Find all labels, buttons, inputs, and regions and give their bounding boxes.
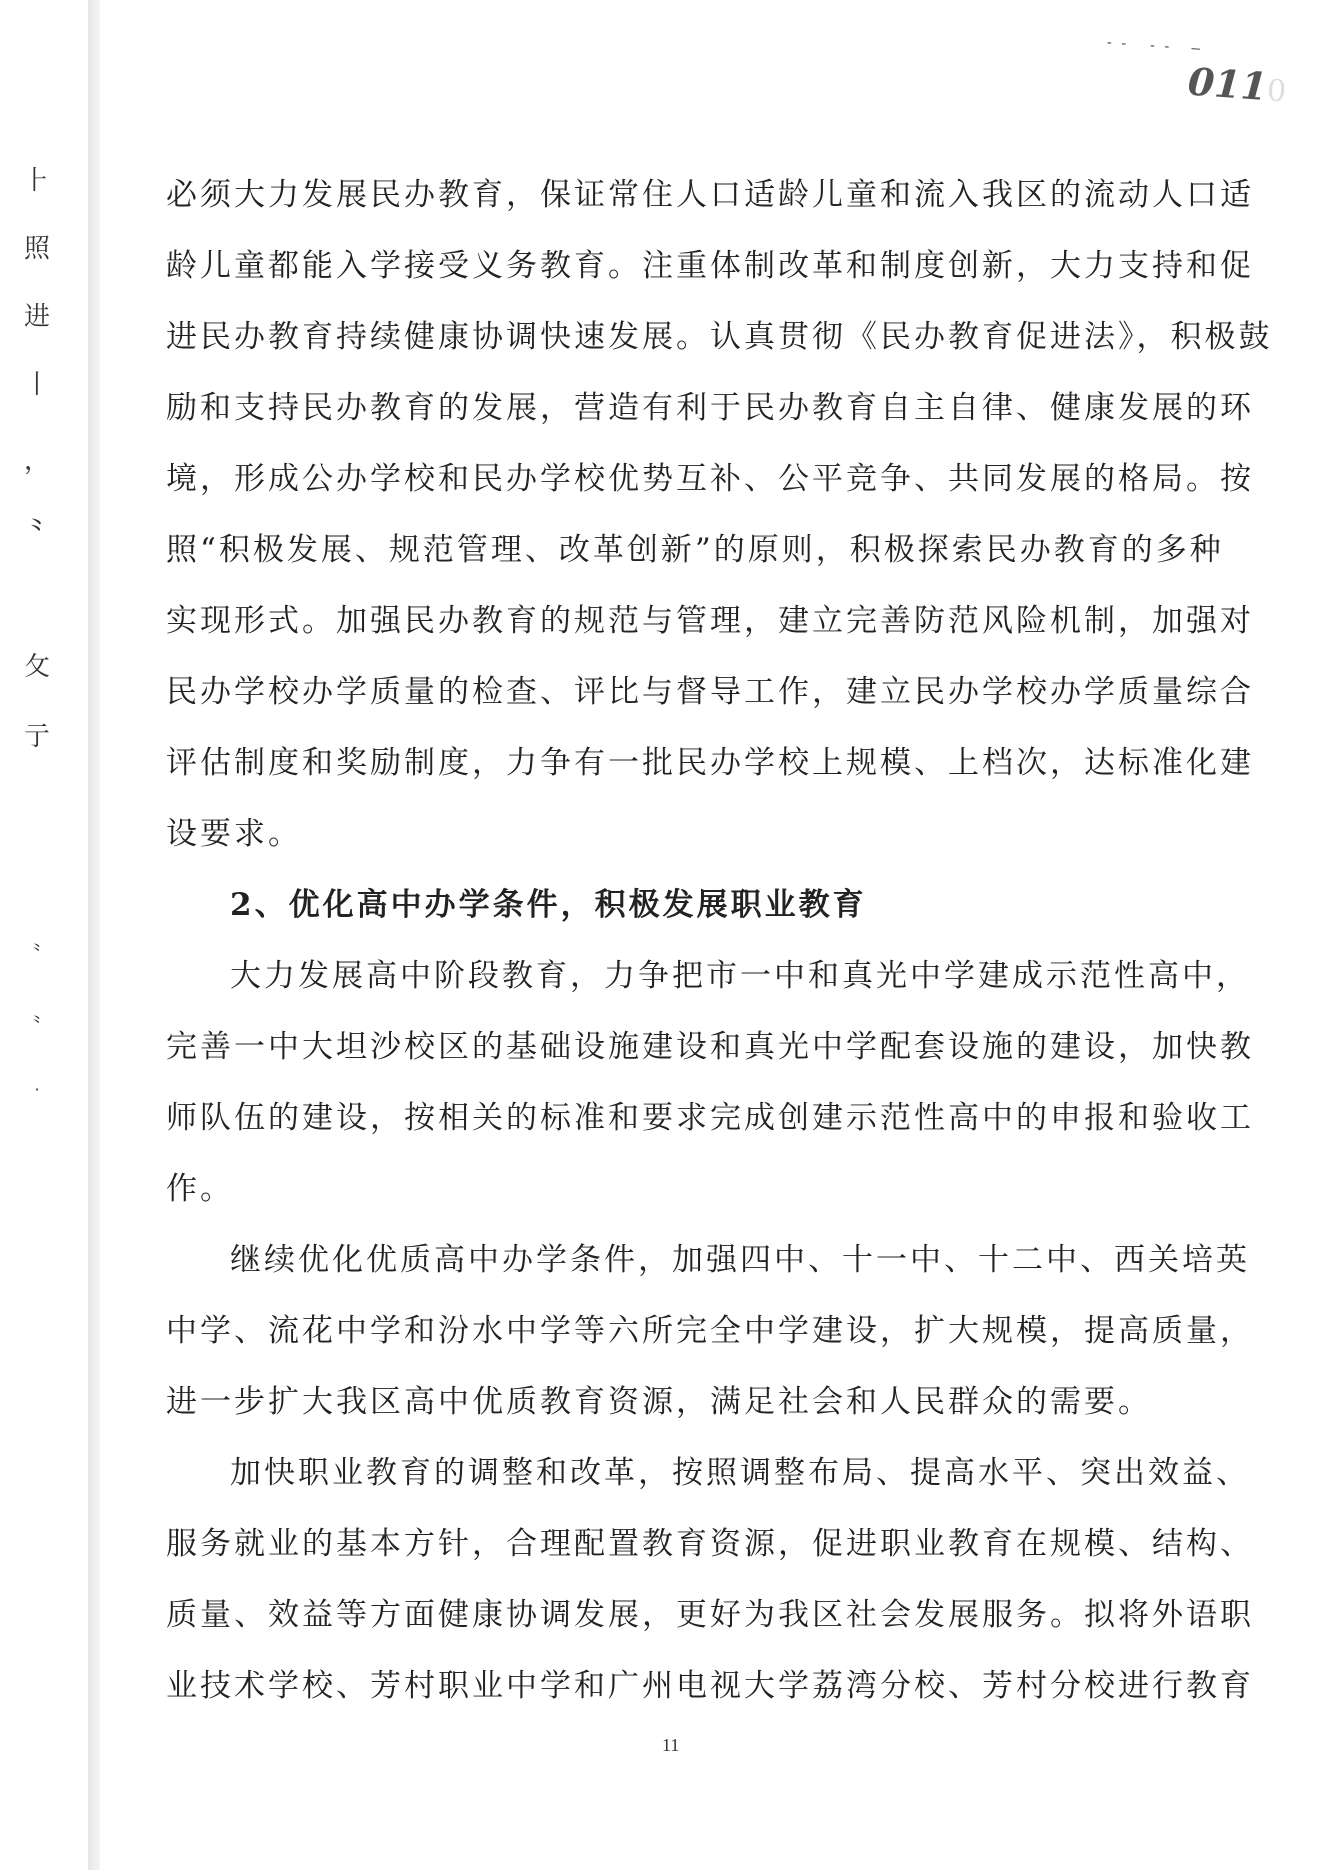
text-line: 必须大力发展民办教育，保证常住人口适龄儿童和流入我区的流动人口适 [166,177,1254,213]
bleed-glyph: 丨 [23,370,50,400]
text-line: 民办学校办学质量的检查、评比与督导工作，建立民办学校办学质量综合 [166,674,1254,710]
stamp-ghost-digit: 0 [1265,73,1288,110]
stamp-number: 011 [1186,58,1269,110]
paragraph [166,1438,1254,1722]
text-line: 作。 [166,1171,234,1207]
text-line: 照“积极发展、规范管理、改革创新”的原则，积极探索民办教育的多种 [166,532,1224,568]
bleed-glyph: 亍 [23,722,50,752]
heading-text: 2、优化高中办学条件，积极发展职业教育 [230,887,867,923]
text-line: 实现形式。加强民办教育的规范与管理，建立完善防范风险机制，加强对 [166,603,1254,639]
stamp-marks: -- -- — [1104,34,1207,58]
document-body [166,160,1273,1722]
text-line: 设要求。 [166,816,302,852]
text-line: 加快职业教育的调整和改革，按照调整布局、提高水平、突出效益、 [230,1455,1250,1491]
bleed-glyph: 攵 [23,652,50,682]
paragraph [166,160,1273,870]
left-margin-bleed [0,0,90,1870]
paragraph [166,1225,1254,1438]
text-line: 中学、流花中学和汾水中学等六所完全中学建设，扩大规模，提高质量， [166,1313,1254,1349]
bleed-glyph: · [34,1080,40,1099]
page-number: 11 [662,1735,680,1755]
text-line: 评估制度和奖励制度，力争有一批民办学校上规模、上档次，达标准化建 [166,745,1254,781]
text-line: 服务就业的基本方针，合理配置教育资源，促进职业教育在规模、结构、 [166,1526,1254,1562]
paragraph [166,941,1254,1225]
text-line: 完善一中大坦沙校区的基础设施建设和真光中学配套设施的建设，加快教 [166,1029,1254,1065]
bleed-glyph: 进 [23,302,50,332]
section-heading [166,870,1166,941]
page-stamp-number [1187,59,1288,111]
bleed-glyph: ， [23,446,50,476]
text-line: 境，形成公办学校和民办学校优势互补、公平竞争、共同发展的格局。按 [166,461,1254,497]
text-line: 质量、效益等方面健康协调发展，更好为我区社会发展服务。拟将外语职 [166,1597,1254,1633]
bleed-glyph: ⺀ [28,941,45,960]
bleed-glyph: 照 [23,234,50,264]
bleed-glyph: ⺀ [23,516,50,546]
text-line: 进一步扩大我区高中优质教育资源，满足社会和人民群众的需要。 [166,1384,1152,1420]
bleed-glyph: ⺊ [23,166,50,196]
text-line: 龄儿童都能入学接受义务教育。注重体制改革和制度创新，大力支持和促 [166,248,1254,284]
text-line: 继续优化优质高中办学条件，加强四中、十一中、十二中、西关培英 [230,1242,1250,1278]
text-line: 大力发展高中阶段教育，力争把市一中和真光中学建成示范性高中， [230,958,1250,994]
text-line: 励和支持民办教育的发展，营造有利于民办教育自主自律、健康发展的环 [166,390,1254,426]
bleed-glyph: ⺀ [28,1013,45,1032]
text-line: 业技术学校、芳村职业中学和广州电视大学荔湾分校、芳村分校进行教育 [166,1668,1254,1704]
text-line: 进民办教育持续健康协调快速发展。认真贯彻《民办教育促进法》，积极鼓 [166,319,1273,355]
text-line: 师队伍的建设，按相关的标准和要求完成创建示范性高中的申报和验收工 [166,1100,1254,1136]
